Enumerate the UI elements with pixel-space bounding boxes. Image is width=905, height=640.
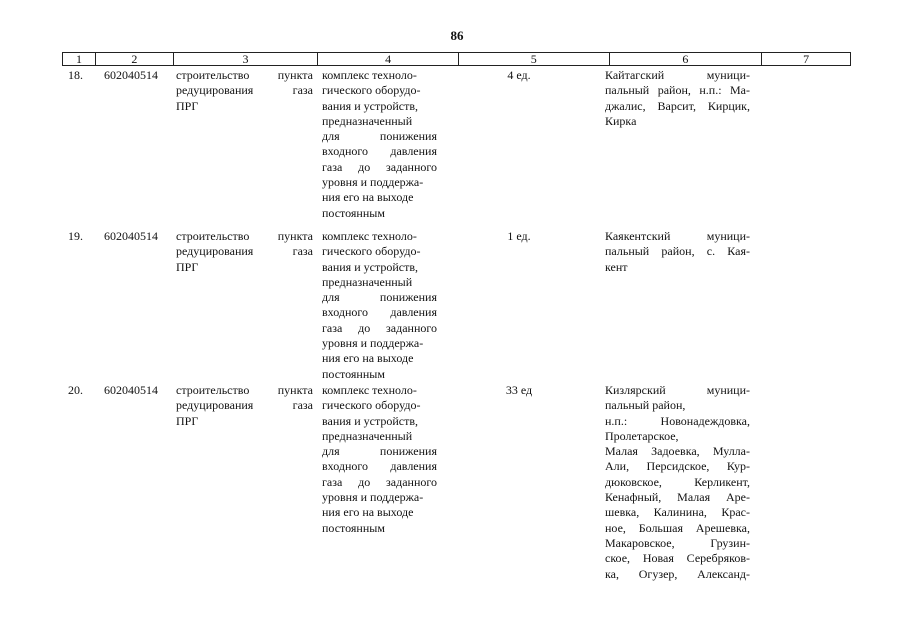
text-line: уровня и поддержа- — [322, 336, 424, 351]
text-line: комплекс техноло- — [322, 68, 417, 82]
text-line: Пролетарское, — [605, 428, 679, 443]
text-line: ка, Огузер, Александ- — [605, 566, 750, 581]
text-line: гического оборудо- — [322, 398, 421, 413]
text-line: газа до заданного — [322, 159, 437, 174]
text-line: дюковское, Керликент, — [605, 474, 750, 489]
text-line: комплекс техноло- — [322, 229, 417, 243]
text-line: ния его на выходе — [322, 351, 414, 366]
text-line: редуцирования газа — [176, 398, 313, 413]
text-line: постоянным — [322, 520, 385, 535]
quantity: 33 ед — [505, 383, 533, 397]
column-header-6: 6 — [610, 53, 763, 65]
text-line: ния его на выходе — [322, 190, 414, 205]
text-line: ПРГ — [176, 259, 199, 274]
text-line: для понижения — [322, 290, 437, 305]
text-line: Кенафный, Малая Аре- — [605, 490, 750, 505]
column-header-5: 5 — [459, 53, 610, 65]
text-line: кент — [605, 259, 628, 274]
text-line: постоянным — [322, 366, 385, 381]
text-line: ния его на выходе — [322, 505, 414, 520]
text-line: уровня и поддержа- — [322, 175, 424, 190]
text-line: входного давления — [322, 144, 437, 159]
text-line: Кизлярский муници- — [605, 383, 750, 397]
text-line: пальный район, — [605, 398, 686, 413]
row-number: 20. — [68, 383, 83, 397]
location — [605, 229, 750, 275]
page-number: 86 — [450, 28, 464, 43]
text-line: входного давления — [322, 305, 437, 320]
location — [605, 68, 750, 129]
text-line: редуцирования газа — [176, 244, 313, 259]
object-code: 602040514 — [104, 229, 158, 243]
object-name — [176, 68, 313, 114]
location — [605, 383, 750, 582]
text-line: строительство пункта — [176, 383, 313, 397]
text-line: вания и устройств, — [322, 98, 418, 113]
text-line: Малая Задоевка, Мулла- — [605, 444, 750, 459]
text-line: ское, Новая Серебряков- — [605, 551, 750, 566]
object-code: 602040514 — [104, 68, 158, 82]
object-description — [322, 229, 437, 382]
column-header-1: 1 — [63, 53, 96, 65]
text-line: ное, Большая Арешевка, — [605, 520, 750, 535]
text-line: джалис, Варсит, Кирцик, — [605, 98, 750, 113]
column-header-2: 2 — [96, 53, 174, 65]
table-header-row — [62, 52, 851, 66]
text-line: редуцирования газа — [176, 83, 313, 98]
text-line: строительство пункта — [176, 68, 313, 82]
text-line: для понижения — [322, 129, 437, 144]
text-line: предназначенный — [322, 113, 413, 128]
text-line: гического оборудо- — [322, 83, 421, 98]
text-line: гического оборудо- — [322, 244, 421, 259]
text-line: для понижения — [322, 444, 437, 459]
text-line: комплекс техноло- — [322, 383, 417, 397]
text-line: постоянным — [322, 205, 385, 220]
object-code: 602040514 — [104, 383, 158, 397]
text-line: уровня и поддержа- — [322, 490, 424, 505]
text-line: Кайтагский муници- — [605, 68, 750, 82]
object-name — [176, 383, 313, 429]
text-line: вания и устройств, — [322, 259, 418, 274]
text-line: Али, Персидское, Кур- — [605, 459, 750, 474]
column-header-7: 7 — [803, 52, 810, 66]
column-header-3: 3 — [174, 53, 319, 65]
text-line: н.п.: Новонадеждовка, — [605, 413, 750, 428]
text-line: шевка, Калинина, Крас- — [605, 505, 750, 520]
text-line: Макаровское, Грузин- — [605, 535, 750, 550]
quantity: 1 ед. — [507, 229, 531, 243]
text-line: ПРГ — [176, 98, 199, 113]
object-description — [322, 383, 437, 536]
text-line: газа до заданного — [322, 320, 437, 335]
text-line: пальный район, с. Кая- — [605, 244, 750, 259]
text-line: строительство пункта — [176, 229, 313, 243]
text-line: ПРГ — [176, 413, 199, 428]
text-line: Каякентский муници- — [605, 229, 750, 243]
object-name — [176, 229, 313, 275]
row-number: 19. — [68, 229, 83, 243]
text-line: предназначенный — [322, 428, 413, 443]
text-line: Кирка — [605, 113, 637, 128]
row-number: 18. — [68, 68, 83, 82]
text-line: газа до заданного — [322, 474, 437, 489]
text-line: пальный район, н.п.: Ма- — [605, 83, 750, 98]
text-line: входного давления — [322, 459, 437, 474]
text-line: вания и устройств, — [322, 413, 418, 428]
object-description — [322, 68, 437, 221]
quantity: 4 ед. — [507, 68, 531, 82]
column-header-4: 4 — [318, 53, 459, 65]
text-line: предназначенный — [322, 274, 413, 289]
